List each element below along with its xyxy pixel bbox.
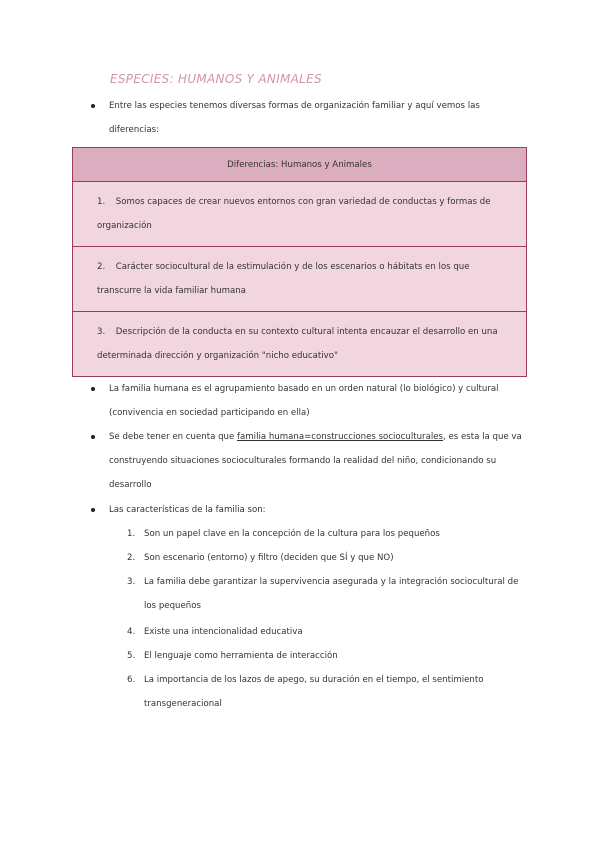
- bullet-icon: [91, 104, 95, 108]
- item-text: Son escenario (entorno) y filtro (deciden que SÍ y que NO): [144, 553, 394, 563]
- row-number: 2.: [97, 262, 106, 272]
- row-text: Carácter sociocultural de la estimulación y de los escenarios o hábitats en los que transcurre la vida familiar humana: [97, 262, 470, 296]
- table-row: [73, 312, 527, 377]
- table-header: Diferencias: Humanos y Animales: [73, 148, 527, 182]
- table-row: [73, 247, 527, 312]
- item-number: 2.: [127, 553, 136, 563]
- table-row: [73, 182, 527, 247]
- list-item: [127, 522, 527, 546]
- item-number: 4.: [127, 627, 136, 637]
- underlined-term: familia humana=construcciones socioculturales: [237, 432, 444, 442]
- row-number: 3.: [97, 327, 106, 337]
- section-title: ESPECIES: HUMANOS Y ANIMALES: [110, 72, 322, 86]
- list-item: [127, 570, 527, 618]
- item-text: El lenguaje como herramienta de interacción: [144, 651, 338, 661]
- row-number: 1.: [97, 197, 106, 207]
- text-fragment: Se debe tener en cuenta que: [109, 432, 238, 442]
- item-number: 6.: [127, 675, 136, 685]
- bullet-icon: [91, 387, 95, 391]
- row-text: Somos capaces de crear nuevos entornos con gran variedad de conductas y formas de organización: [97, 197, 491, 231]
- list-item: [127, 644, 527, 668]
- item-number: 5.: [127, 651, 136, 661]
- list-item: [127, 546, 527, 570]
- differences-table: [72, 147, 527, 377]
- item-text: La familia debe garantizar la supervivencia asegurada y la integración sociocultural de los pequeños: [144, 577, 519, 611]
- item-text: Son un papel clave en la concepción de la cultura para los pequeños: [144, 529, 440, 539]
- item-text: Existe una intencionalidad educativa: [144, 627, 303, 637]
- item-text: La importancia de los lazos de apego, su duración en el tiempo, el sentimiento transgeneracional: [144, 675, 484, 709]
- item-number: 1.: [127, 529, 136, 539]
- list-item: [127, 620, 527, 644]
- bullet-icon: [91, 435, 95, 439]
- intro-paragraph: Entre las especies tenemos diversas formas de organización familiar y aquí vemos las diferencias:: [109, 101, 480, 135]
- row-text: Descripción de la conducta en su contexto cultural intenta encauzar el desarrollo en una determinada dirección y organización "nicho educativo": [97, 327, 498, 361]
- paragraph-characteristics-intro: Las características de la familia son:: [109, 505, 266, 515]
- list-item: [127, 668, 527, 716]
- bullet-icon: [91, 508, 95, 512]
- item-number: 3.: [127, 577, 136, 587]
- paragraph-family-definition: La familia humana es el agrupamiento basado en un orden natural (lo biológico) y cultural (convivencia en sociedad participando en ella): [109, 384, 499, 418]
- paragraph-sociocultural: [109, 425, 529, 497]
- text-fragment: , es esta la que va construyendo situaciones socioculturales formando la realidad del niño, condicionando su desarrollo: [109, 432, 522, 490]
